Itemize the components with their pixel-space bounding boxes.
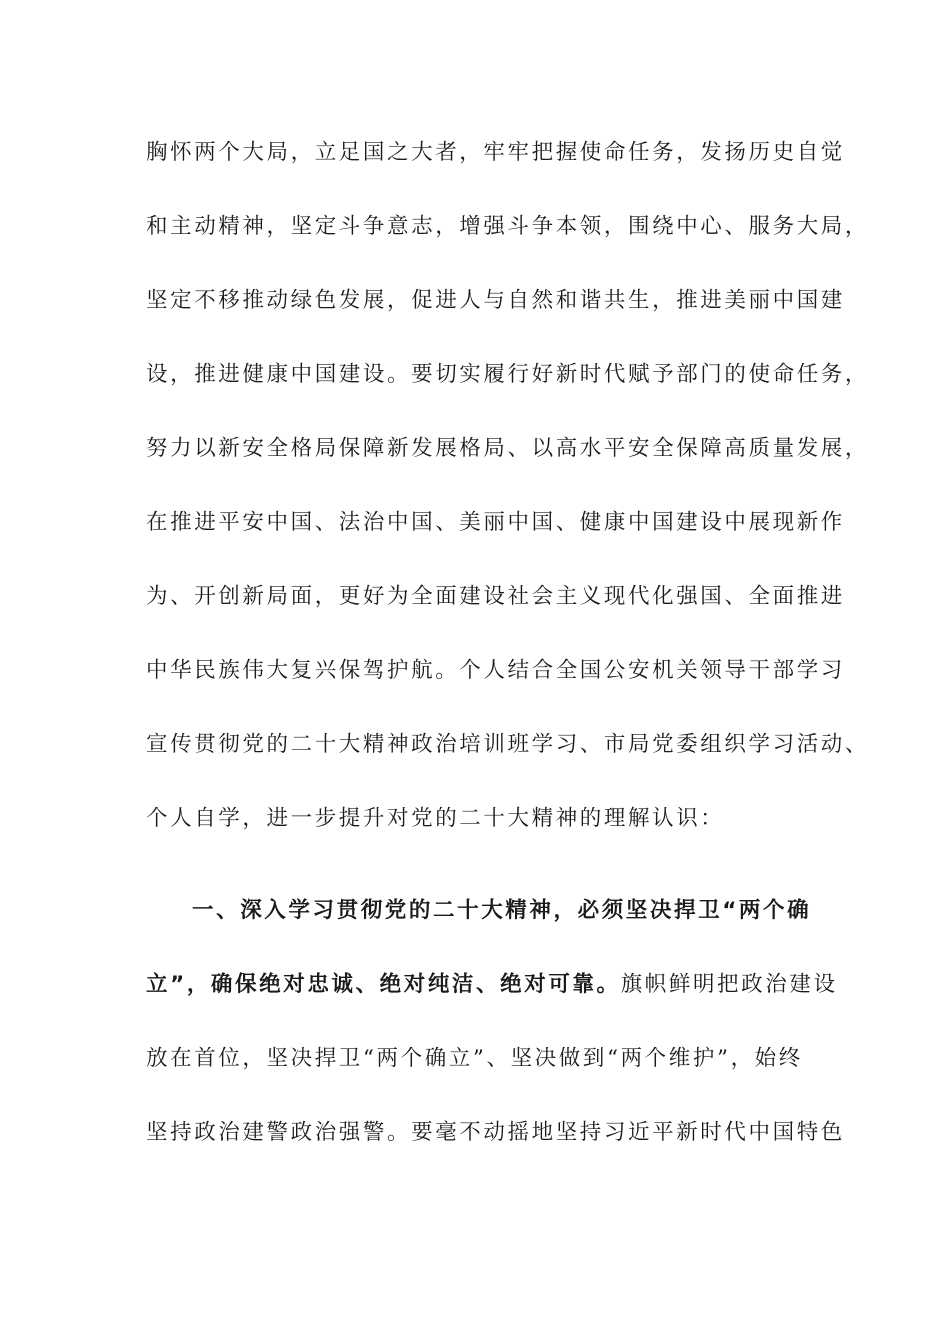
paragraph-line: 放在首位，坚决捍卫“两个确立”、坚决做到“两个维护”，始终 bbox=[146, 1046, 803, 1071]
paragraph-line: 个人自学，进一步提升对党的二十大精神的理解认识： bbox=[146, 806, 725, 831]
paragraph-line: 坚持政治建警政治强警。要毫不动摇地坚持习近平新时代中国特色 bbox=[146, 1120, 845, 1145]
paragraph-line: 设，推进健康中国建设。要切实履行好新时代赋予部门的使命任务， bbox=[146, 362, 870, 387]
section-heading-bold: 立”，确保绝对忠诚、绝对纯洁、绝对可靠。 bbox=[146, 972, 621, 997]
paragraph-line: 为、开创新局面，更好为全面建设社会主义现代化强国、全面推进 bbox=[146, 584, 845, 609]
paragraph-line: 和主动精神，坚定斗争意志，增强斗争本领，围绕中心、服务大局， bbox=[146, 214, 870, 239]
paragraph-line: 中华民族伟大复兴保驾护航。个人结合全国公安机关领导干部学习 bbox=[146, 658, 845, 683]
paragraph-line: 在推进平安中国、法治中国、美丽中国、健康中国建设中展现新作 bbox=[146, 510, 845, 535]
paragraph-line: 宣传贯彻党的二十大精神政治培训班学习、市局党委组织学习活动、 bbox=[146, 732, 870, 757]
paragraph-line: 努力以新安全格局保障新发展格局、以高水平安全保障高质量发展， bbox=[146, 436, 870, 461]
paragraph-line: 胸怀两个大局，立足国之大者，牢牢把握使命任务，发扬历史自觉 bbox=[146, 140, 845, 165]
section-body-start: 旗帜鲜明把政治建设 bbox=[620, 972, 838, 997]
section-heading: 一、深入学习贯彻党的二十大精神，必须坚决捍卫“两个确 bbox=[192, 898, 812, 923]
paragraph-line: 坚定不移推动绿色发展，促进人与自然和谐共生，推进美丽中国建 bbox=[146, 288, 845, 313]
section-heading-continuation bbox=[146, 968, 838, 1002]
